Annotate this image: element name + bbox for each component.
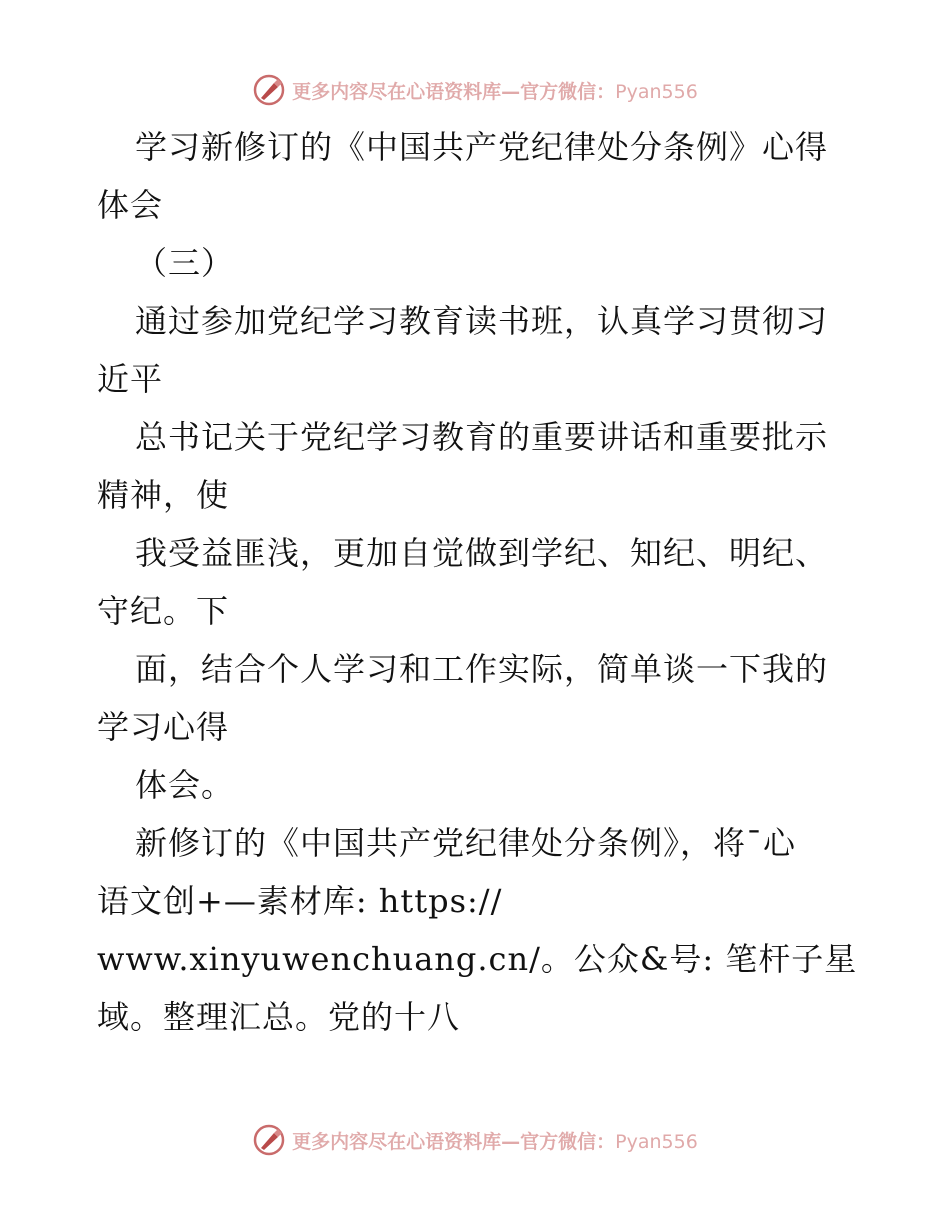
document-line: 守纪。下 (97, 592, 230, 630)
document-line: 体会 (97, 186, 164, 224)
document-line: （三） (135, 244, 235, 282)
document-line: 体会。 (135, 766, 235, 804)
document-line: www.xinyuwenchuang.cn/。公众&号: 笔杆子星 (97, 940, 858, 978)
header-watermark-banner (0, 70, 950, 110)
document-line: 域。整理汇总。党的十八 (97, 998, 461, 1036)
document-line: 近平 (97, 360, 164, 398)
document-line: 学习新修订的《中国共产党纪律处分条例》心得 (135, 128, 829, 166)
banner-text (292, 1127, 698, 1154)
document-line: 通过参加党纪学习教育读书班，认真学习贯彻习 (135, 302, 829, 340)
banner-wechat-id: Pyan556 (615, 1130, 698, 1153)
document-line: 精神，使 (97, 476, 230, 514)
document-line: 新修订的《中国共产党纪律处分条例》，将¯心 (135, 824, 797, 862)
footer-watermark-banner (0, 1120, 950, 1160)
document-line: 总书记关于党纪学习教育的重要讲话和重要批示 (135, 418, 829, 456)
banner-wechat-id: Pyan556 (615, 80, 698, 103)
document-line: 我受益匪浅，更加自觉做到学纪、知纪、明纪、 (135, 534, 829, 572)
document-line: 语文创+—素材库: https:// (97, 882, 503, 920)
pen-nib-logo-icon (252, 73, 286, 107)
pen-nib-logo-icon (252, 1123, 286, 1157)
banner-text-cn: 更多内容尽在心语资料库—官方微信： (292, 80, 616, 103)
banner-text-cn: 更多内容尽在心语资料库—官方微信： (292, 1130, 616, 1153)
banner-text (292, 77, 698, 104)
document-body (97, 118, 887, 1046)
document-line: 学习心得 (97, 708, 230, 746)
document-line: 面，结合个人学习和工作实际，简单谈一下我的 (135, 650, 829, 688)
